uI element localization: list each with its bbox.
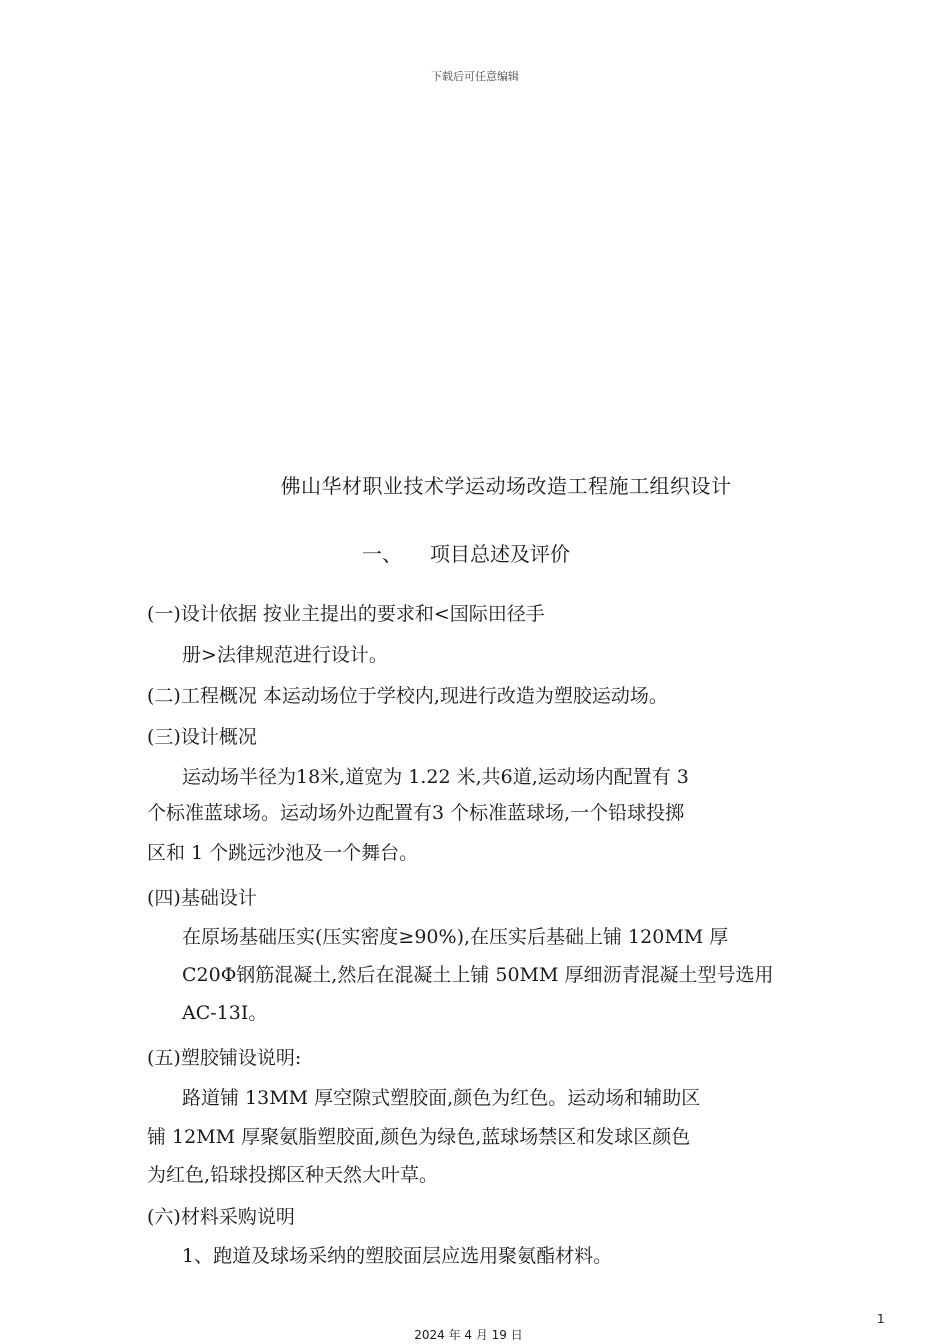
paragraph-line: AC-13I。	[182, 1002, 268, 1024]
header-note: 下载后可任意编辑	[431, 70, 519, 83]
paragraph-line: 区和 1 个跳远沙池及一个舞台。	[147, 842, 419, 864]
subsection-heading: (三)设计概况	[147, 726, 257, 748]
section-heading	[362, 538, 570, 567]
section-label: 项目总述及评价	[430, 542, 570, 566]
paragraph-line: 册>法律规范进行设计。	[182, 644, 388, 666]
page-number: 1	[877, 1312, 885, 1326]
subsection-heading: (六)材料采购说明	[147, 1206, 295, 1228]
paragraph-line: (二)工程概况 本运动场位于学校内,现进行改造为塑胶运动场。	[147, 685, 668, 707]
paragraph-line: 铺 12MM 厚聚氨脂塑胶面,颜色为绿色,蓝球场禁区和发球区颜色	[147, 1126, 691, 1148]
subsection-heading: (四)基础设计	[147, 887, 257, 909]
paragraph-line: (一)设计依据 按业主提出的要求和<国际田径手	[147, 603, 545, 625]
footer-date: 2024 年 4 月 19 日	[414, 1328, 523, 1342]
section-number: 一、	[362, 542, 402, 566]
paragraph-line: 个标准蓝球场。运动场外边配置有3 个标准蓝球场,一个铅球投掷	[147, 802, 685, 824]
paragraph-line: 1、跑道及球场采纳的塑胶面层应选用聚氨酯材料。	[182, 1245, 613, 1267]
subsection-heading: (五)塑胶铺设说明:	[147, 1047, 302, 1069]
document-title: 佛山华材职业技术学运动场改造工程施工组织设计	[280, 474, 732, 498]
paragraph-line: C20Φ钢筋混凝土,然后在混凝土上铺 50MM 厚细沥青混凝土型号选用	[182, 964, 774, 986]
paragraph-line: 为红色,铅球投掷区种天然大叶草。	[147, 1164, 439, 1186]
paragraph-line: 运动场半径为18米,道宽为 1.22 米,共6道,运动场内配置有 3	[182, 766, 689, 788]
paragraph-line: 路道铺 13MM 厚空隙式塑胶面,颜色为红色。运动场和辅助区	[182, 1087, 701, 1109]
paragraph-line: 在原场基础压实(压实密度≥90%),在压实后基础上铺 120MM 厚	[182, 926, 729, 948]
